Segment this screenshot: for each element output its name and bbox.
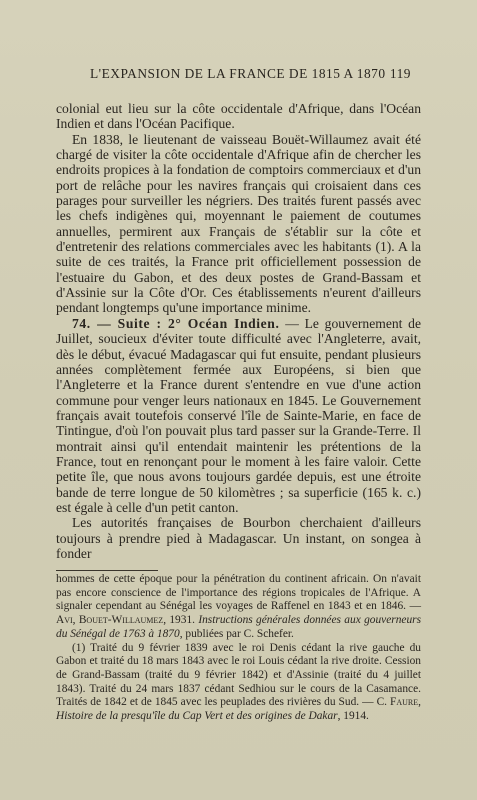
section-74-text: — Le gouvernement de Juillet, soucieux d'éviter toute difficulté avec l'Angleterre, avait, dès le début, évacué Madagascar qui fut ensuite, pendant plusieurs années complètement fermée aux Européens, si bien que l'Angleterre et la France durent s'entendre en vue d'une action commune pour venger leurs nationaux en 1845. Le Gouvernement français avait toutefois conservé l'île de Sainte-Marie, en face de Tintingue, d'où l'on pouvait plus tard passer sur la Grande-Terre. Il montrait ainsi qu'il entendait maintenir les prétentions de la France, tout en renonçant pour le moment à les faire valoir. Cette petite île, que nous avons toujours gardée depuis, est une étroite bande de terre longue de 50 kilomètres ; sa superficie (165 k. c.) est égale à celle d'un petit canton. [56, 315, 421, 515]
section-74-paragraph [56, 316, 421, 515]
footnote-text: hommes de cette époque pour la pénétration du continent africain. On n'avait pas encore conscience de l'importance des régions tropicales de l'Afrique. A signaler cependant au Sénégal les voyages de Raffenel en 1843 et en 1846. — [56, 573, 421, 613]
footnote-text: , publiées par C. Schefer. [179, 627, 294, 640]
main-text [56, 101, 421, 561]
footnote-author: C. Faure [376, 696, 419, 709]
paragraph-madagascar: Les autorités françaises de Bourbon cherchaient d'ailleurs toujours à prendre pied à Madagascar. Un instant, on songea à fonder [56, 515, 421, 561]
page-number: 119 [389, 66, 411, 81]
footnote-text: , 1914. [337, 710, 369, 723]
section-heading: 74. — Suite : 2° Océan Indien. [72, 315, 280, 331]
paragraph-continuation: colonial eut lieu sur la côte occidentale d'Afrique, dans l'Océan Indien et dans l'Océan Pacifique. [56, 101, 421, 132]
footnote-text: , [418, 696, 421, 709]
footnote-text: (1) Traité du 9 février 1839 avec le roi Denis cédant la rive gauche du Gabon et traité du 18 mars 1843 avec le roi Louis cédant la rive droite. Cession de Grand-Bassam (traité du 9 février 1842) et d'Assinie (traité du 4 juillet 1843). Traité du 24 mars 1837 cédant Sedhiou sur le cours de la Casamance. Traités de 1842 et de 1845 avec les peuplades des rivières du Sud. — [56, 641, 421, 709]
footnote-1 [56, 642, 421, 724]
paragraph-bouet-willaumez: En 1838, le lieutenant de vaisseau Bouët-Willaumez avait été chargé de visiter la côte occidentale d'Afrique afin de chercher les endroits propices à la fondation de comptoirs commerciaux et d'un port de relâche pour les navires français qui croisaient dans ces parages pour surveiller les négriers. Des traités furent passés avec les chefs indigènes qui, moyennant le paiement de coutumes annuelles, permirent aux Français de s'établir sur la côte et d'entretenir des relations commerciales avec les habitants (1). A la suite de ces traités, la France prit officiellement possession de l'estuaire du Gabon, et des deux postes de Grand-Bassam et d'Assinie sur la Côte d'Or. Ces établissements n'eurent d'ailleurs pendant longtemps qu'une importance minime. [56, 131, 421, 316]
footnote-author: Avi, Bouet-Willaumez [56, 614, 164, 627]
footnotes [56, 573, 421, 724]
footnote-rule [56, 570, 158, 571]
footnote-title: Instructions générales données aux gouverneurs du Sénégal de 1763 à 1870 [56, 614, 422, 640]
running-title: L'EXPANSION DE LA FRANCE DE 1815 A 1870 [90, 66, 386, 81]
footnote-continuation [56, 573, 421, 642]
footnote-title: Histoire de la presqu'île du Cap Vert et des origines de Dakar [56, 710, 338, 723]
running-header [80, 66, 411, 84]
footnote-text: , 1931. [163, 614, 199, 627]
